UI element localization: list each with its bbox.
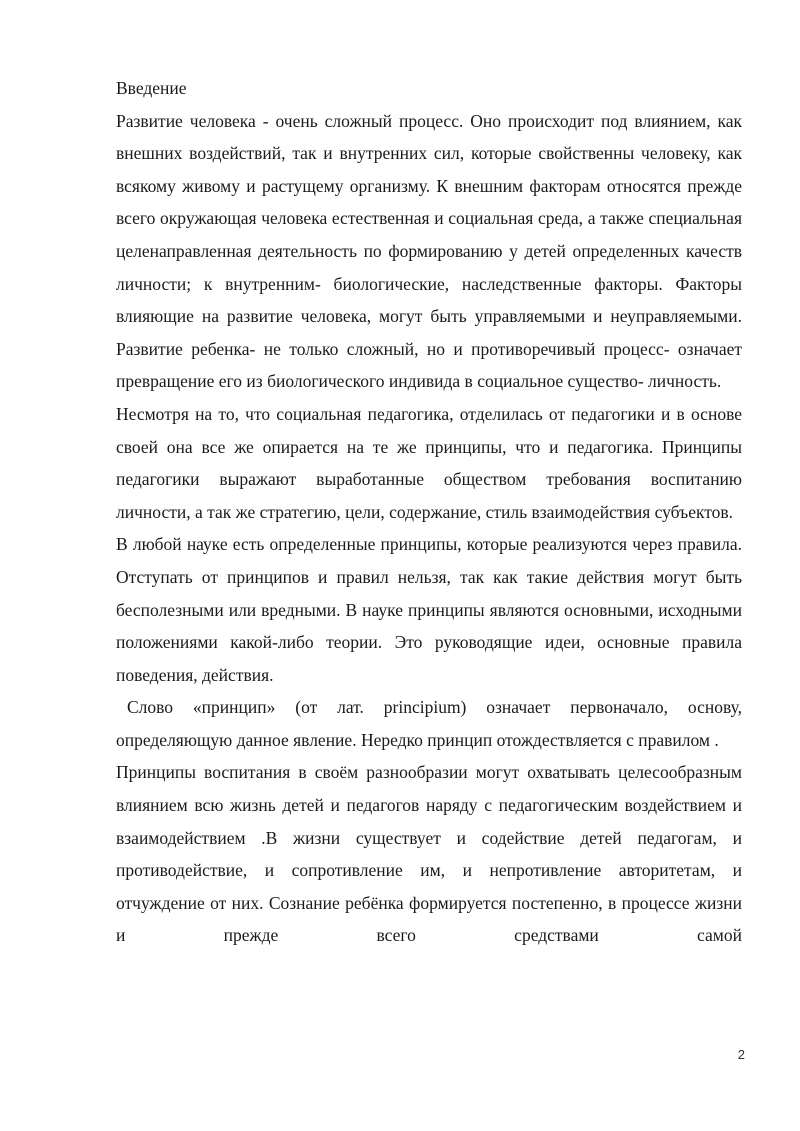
section-heading: Введение — [116, 78, 187, 98]
page-content — [116, 72, 742, 952]
paragraph-1: Развитие человека - очень сложный процесс. Оно происходит под влиянием, как внешних воздействий, так и внутренних сил, которые свойственны человеку, как всякому живому и растущему организму. К внешним факторам относятся прежде всего окружающая человека естественная и социальная среда, а также специальная целенаправленная деятельность по формированию у детей определенных качеств личности; к внутренним- биологические, наследственные факторы. Факторы влияющие на развитие человека, могут быть управляемыми и неуправляемыми. Развитие ребенка- не только сложный, но и противоречивый процесс- означает превращение его из биологического индивида в социальное существо- личность. — [116, 110, 742, 392]
paragraph-3: В любой науке есть определенные принципы, которые реализуются через правила. Отступать от принципов и правил нельзя, так как такие действия могут быть бесполезными или вредными. В науке принципы являются основными, исходными положениями какой-либо теории. Это руководящие идеи, основные правила поведения, действия. — [116, 534, 742, 685]
paragraph-4: Слово «принцип» (от лат. principium) означает первоначало, основу, определяющую данное явление. Нередко принцип отождествляется с правилом . — [116, 697, 742, 750]
paragraph-2: Несмотря на то, что социальная педагогика, отделилась от педагогики и в основе своей она все же опирается на те же принципы, что и педагогика. Принципы педагогики выражают выработанные обществом требования воспитанию личности, а так же стратегию, цели, содержание, стиль взаимодействия субъектов. — [116, 403, 742, 522]
paragraph-5: Принципы воспитания в своём разнообразии могут охватывать целесообразным влиянием всю жизнь детей и педагогов наряду с педагогическим воздействием и взаимодействием .В жизни существует и содействие детей педагогам, и противодействие, и сопротивление им, и непротивление авторитетам, и отчуждение от них. Сознание ребёнка формируется постепенно, в процессе жизни и прежде всего средствами самой — [116, 762, 742, 946]
page-number: 2 — [737, 1047, 745, 1062]
